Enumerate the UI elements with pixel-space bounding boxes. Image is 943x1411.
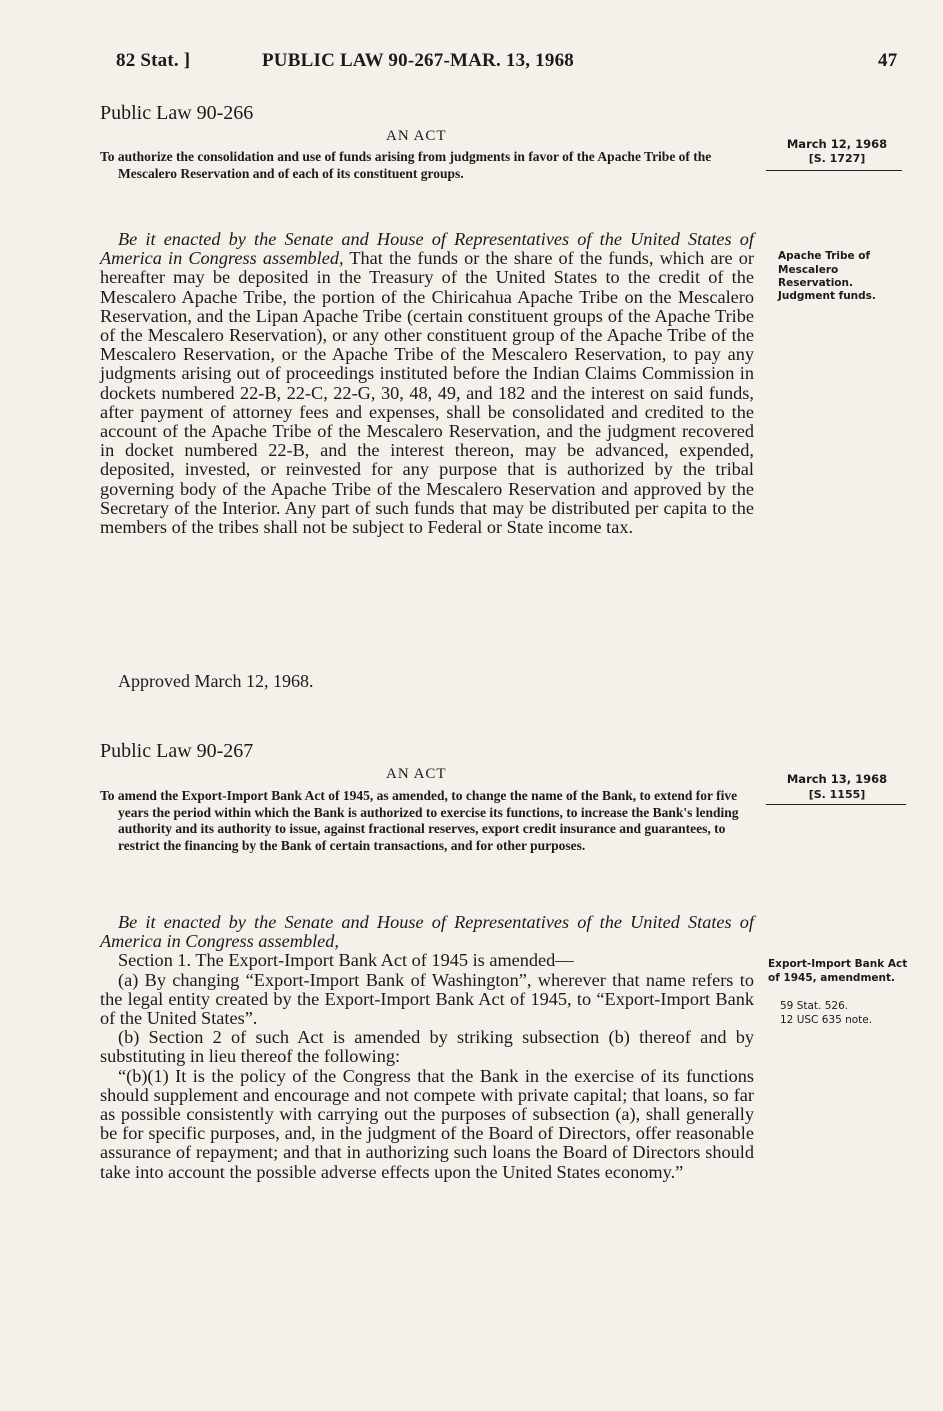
law2-act-label: AN ACT [386,766,447,782]
law1-act-label: AN ACT [386,128,447,144]
law2-margin-note-1: Export-Import Bank Act of 1945, amendment. [768,958,908,984]
law1-title-text: To authorize the consolidation and use of funds arising from judgments in favor of the Apache Tribe of the Mescalero Reservation and of each of its constituent groups. [100,149,712,181]
law1-enacting-clause: Be it enacted by the Senate and House of Representatives of the United States of America in Congress assembled, [100,229,754,269]
page-number: 47 [878,50,898,71]
law2-margin-rule [766,804,906,805]
law2-enacting-clause: Be it enacted by the Senate and House of Representatives of the United States of America in Congress assembled, [100,912,754,952]
law2-para-a: (a) By changing “Export-Import Bank of Washington”, wherever that name refers to the legal entity created by the Export-Import Bank Act of 1945, to “Export-Import Bank of the United States”. [100,969,754,1029]
law1-heading: Public Law 90-266 [100,102,254,124]
law2-margin-note-2: 59 Stat. 526. [780,1000,849,1012]
law2-body [100,913,754,1182]
law1-margin-rule [766,170,902,171]
law2-heading: Public Law 90-267 [100,740,254,762]
law1-body [100,230,754,537]
law1-title [100,149,754,182]
law2-margin-bill: [S. 1155] [808,788,866,801]
law1-body-text: That the funds or the share of the funds, which are or hereafter may be deposited in the Treasury of the United States to the credit of the Mescalero Apache Tribe, the portion of the Chiricahua Apache Tribe on the Mescalero Reservation, and the Lipan Apache Tribe (certain constituent groups of the Apache Tribe of the Mescalero Reservation), or any other constituent group of the Apache Tribe of the Mescalero Reservation, or the Apache Tribe of the Mescalero Reservation, to pay any judgments arising out of proceedings instituted before the Indian Claims Commission in dockets numbered 22-B, 22-C, 22-G, 30, 48, 49, and 182 and the interest on said funds, after payment of attorney fees and expenses, shall be consolidated and credited to the account of the Apache Tribe of the Mescalero Reservation, and the judgment recovered in docket numbered 22-B, and the interest thereon, may be advanced, expended, deposited, invested, or reinvested for any purpose that is authorized by the tribal governing body of the Apache Tribe of the Mescalero Reservation and approved by the Secretary of the Interior. Any part of such funds that may be distributed per capita to the members of the tribes shall not be subject to Federal or State income tax. [100,248,755,538]
law1-margin-note-1: Apache Tribe of Mescalero Reservation. [778,250,871,289]
law1-margin-note-2: Judgment funds. [778,290,876,302]
law1-margin-date: March 12, 1968 [786,137,888,151]
law2-margin-note-3: 12 USC 635 note. [780,1014,873,1026]
law2-title [100,788,754,854]
stat-reference: 82 Stat. ] [116,50,191,71]
law2-margin-date: March 13, 1968 [786,772,888,786]
law1-approved: Approved March 12, 1968. [118,671,314,691]
running-head: PUBLIC LAW 90-267-MAR. 13, 1968 [262,50,574,71]
law2-section-1: Section 1. The Export-Import Bank Act of 1945 is amended— [118,950,574,971]
law1-margin-note-tribe [766,250,906,291]
law1-margin-bill: [S. 1727] [808,152,866,165]
law2-para-b: (b) Section 2 of such Act is amended by striking subsection (b) thereof and by substituting in lieu thereof the following: [100,1027,754,1067]
law2-para-b1: “(b)(1) It is the policy of the Congress that the Bank in the exercise of its functions should supplement and encourage and not compete with private capital; that loans, so far as possible consistently with carrying out the purposes of subsection (a), shall generally be for specific purposes, and, in the judgment of the Board of Directors, offer reasonable assurance of repayment; and that in authorizing such loans the Board of Directors should take into account the possible adverse effects upon the United States economy.” [100,1065,754,1182]
law2-title-text: To amend the Export-Import Bank Act of 1945, as amended, to change the name of the Bank, to extend for five years the period within which the Bank is authorized to exercise its functions, to increase the Bank's lending authority and its authority to issue, against fractional reserves, export credit insurance and guarantees, to restrict the financing by the Bank of certain transactions, and for other purposes. [100,788,739,853]
